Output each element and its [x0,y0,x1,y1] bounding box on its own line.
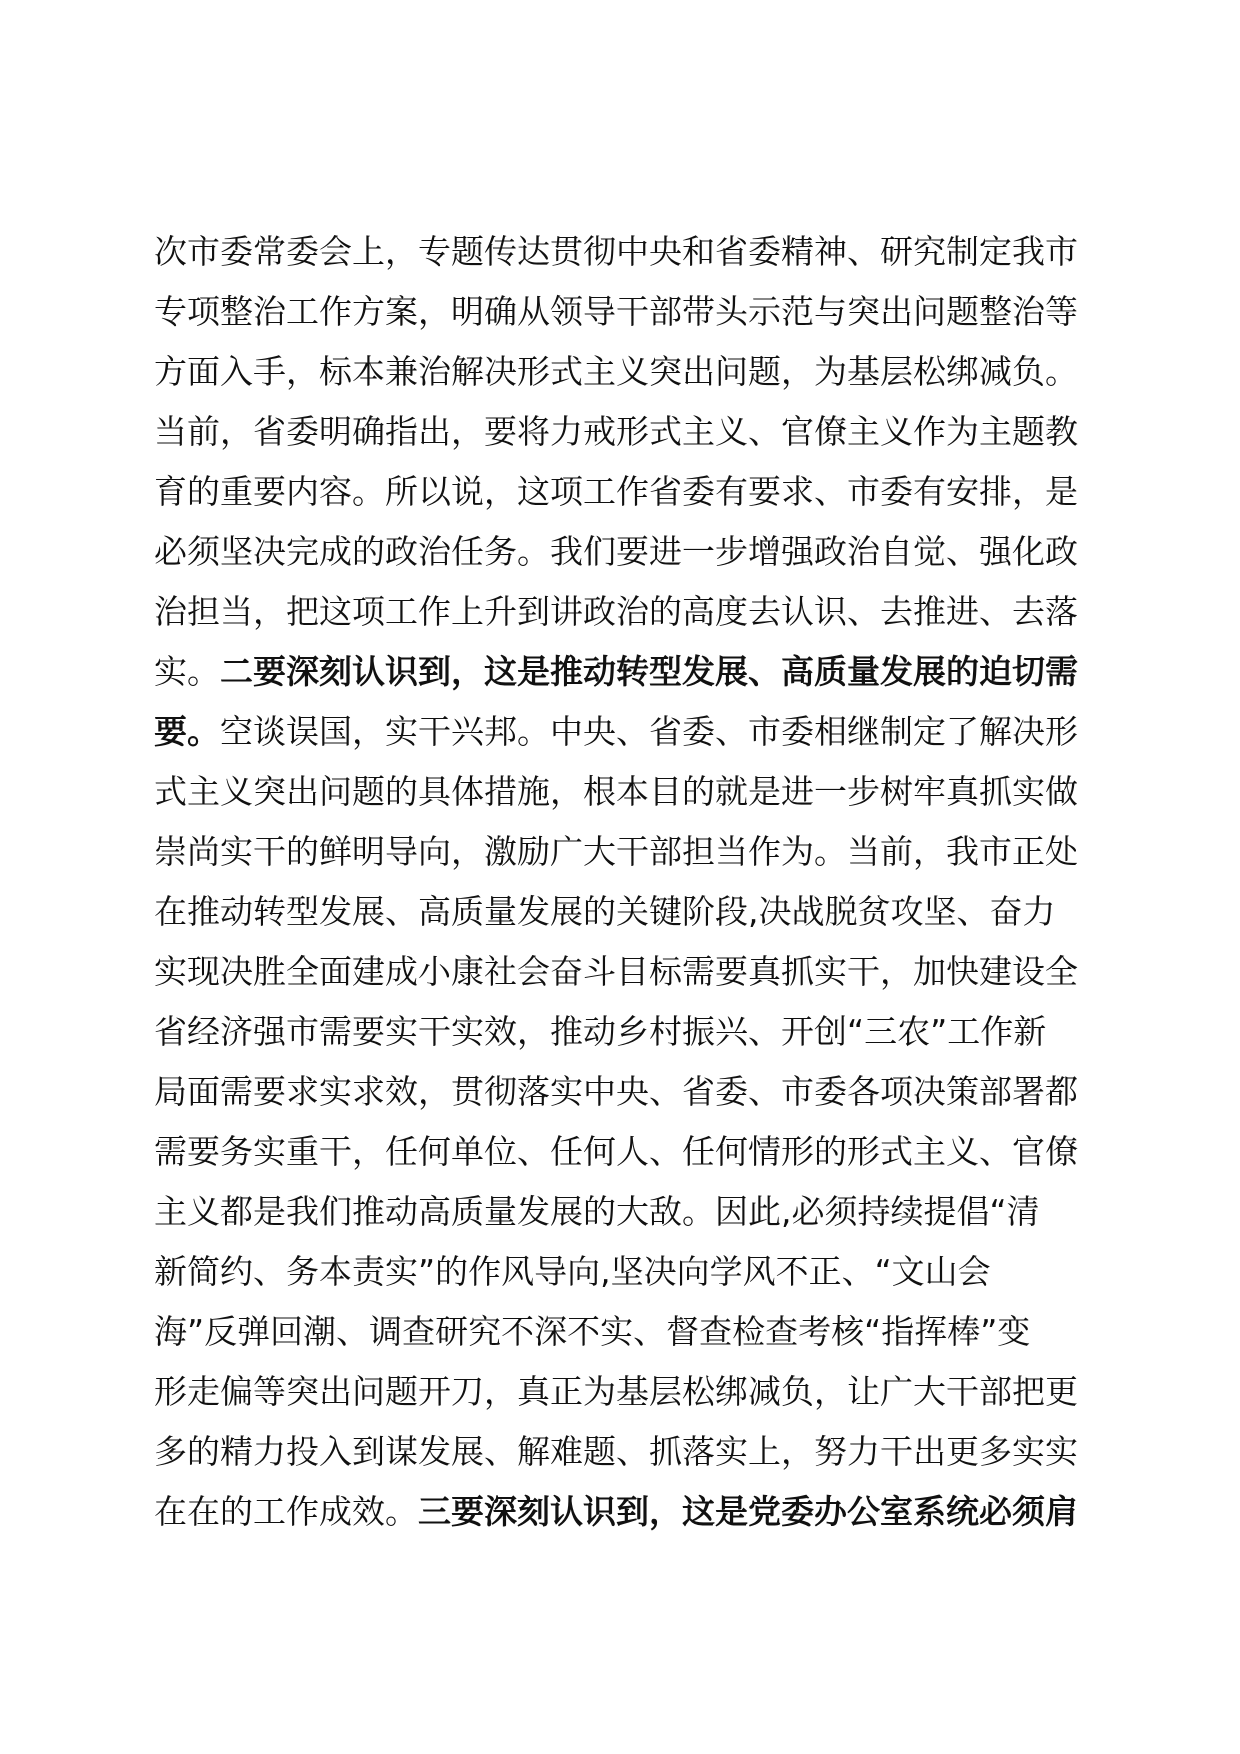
bold-text-segment: 要。 [154,712,220,751]
body-text [154,222,1114,1542]
text-segment: 多的精力投入到谋发展、解难题、抓落实上，努力干出更多实实 [154,1432,1078,1471]
text-segment: 需要务实重干，任何单位、任何人、任何情形的形式主义、官僚 [154,1132,1078,1171]
text-line [154,282,1114,342]
text-segment: 在在的工作成效。 [154,1492,418,1531]
text-segment: 治担当，把这项工作上升到讲政治的高度去认识、去推进、去落 [154,592,1078,631]
text-line [154,342,1114,402]
text-line [154,1362,1114,1422]
bold-text-segment: 三要深刻认识到，这是党委办公室系统必须肩 [418,1492,1078,1531]
text-line [154,762,1114,822]
text-segment: 在推动转型发展、高质量发展的关键阶段,决战脱贫攻坚、奋力 [154,892,1056,931]
text-segment: 次市委常委会上，专题传达贯彻中央和省委精神、研究制定我市 [154,232,1078,271]
text-segment: 实。 [154,652,220,691]
text-segment: 当前，省委明确指出，要将力戒形式主义、官僚主义作为主题教 [154,412,1078,451]
text-segment: 专项整治工作方案，明确从领导干部带头示范与突出问题整治等 [154,292,1078,331]
text-segment: 形走偏等突出问题开刀，真正为基层松绑减负，让广大干部把更 [154,1372,1078,1411]
text-segment: 崇尚实干的鲜明导向，激励广大干部担当作为。当前，我市正处 [154,832,1078,871]
text-line [154,1482,1114,1542]
text-segment: 主义都是我们推动高质量发展的大敌。因此,必须持续提倡“清 [154,1192,1040,1231]
text-segment: 方面入手，标本兼治解决形式主义突出问题，为基层松绑减负。 [154,352,1078,391]
text-line [154,642,1114,702]
text-line [154,582,1114,642]
text-line [154,522,1114,582]
text-segment: 空谈误国，实干兴邦。中央、省委、市委相继制定了解决形 [220,712,1078,751]
text-line [154,402,1114,462]
text-segment: 局面需要求实求效，贯彻落实中央、省委、市委各项决策部署都 [154,1072,1078,1111]
text-line [154,222,1114,282]
text-segment: 必须坚决完成的政治任务。我们要进一步增强政治自觉、强化政 [154,532,1078,571]
text-segment: 海”反弹回潮、调查研究不深不实、督查检查考核“指挥棒”变 [154,1312,1031,1351]
text-line [154,882,1114,942]
bold-text-segment: 二要深刻认识到，这是推动转型发展、高质量发展的迫切需 [220,652,1078,691]
text-line [154,1302,1114,1362]
text-segment: 育的重要内容。所以说，这项工作省委有要求、市委有安排，是 [154,472,1078,511]
text-line [154,1422,1114,1482]
text-line [154,942,1114,1002]
text-segment: 实现决胜全面建成小康社会奋斗目标需要真抓实干，加快建设全 [154,952,1078,991]
text-line [154,1242,1114,1302]
text-segment: 新简约、务本责实”的作风导向,坚决向学风不正、“文山会 [154,1252,991,1291]
text-line [154,1182,1114,1242]
text-line [154,822,1114,882]
text-line [154,702,1114,762]
text-segment: 式主义突出问题的具体措施，根本目的就是进一步树牢真抓实做 [154,772,1078,811]
text-line [154,462,1114,522]
text-line [154,1062,1114,1122]
text-segment: 省经济强市需要实干实效，推动乡村振兴、开创“三农”工作新 [154,1012,1047,1051]
text-line [154,1122,1114,1182]
text-line [154,1002,1114,1062]
